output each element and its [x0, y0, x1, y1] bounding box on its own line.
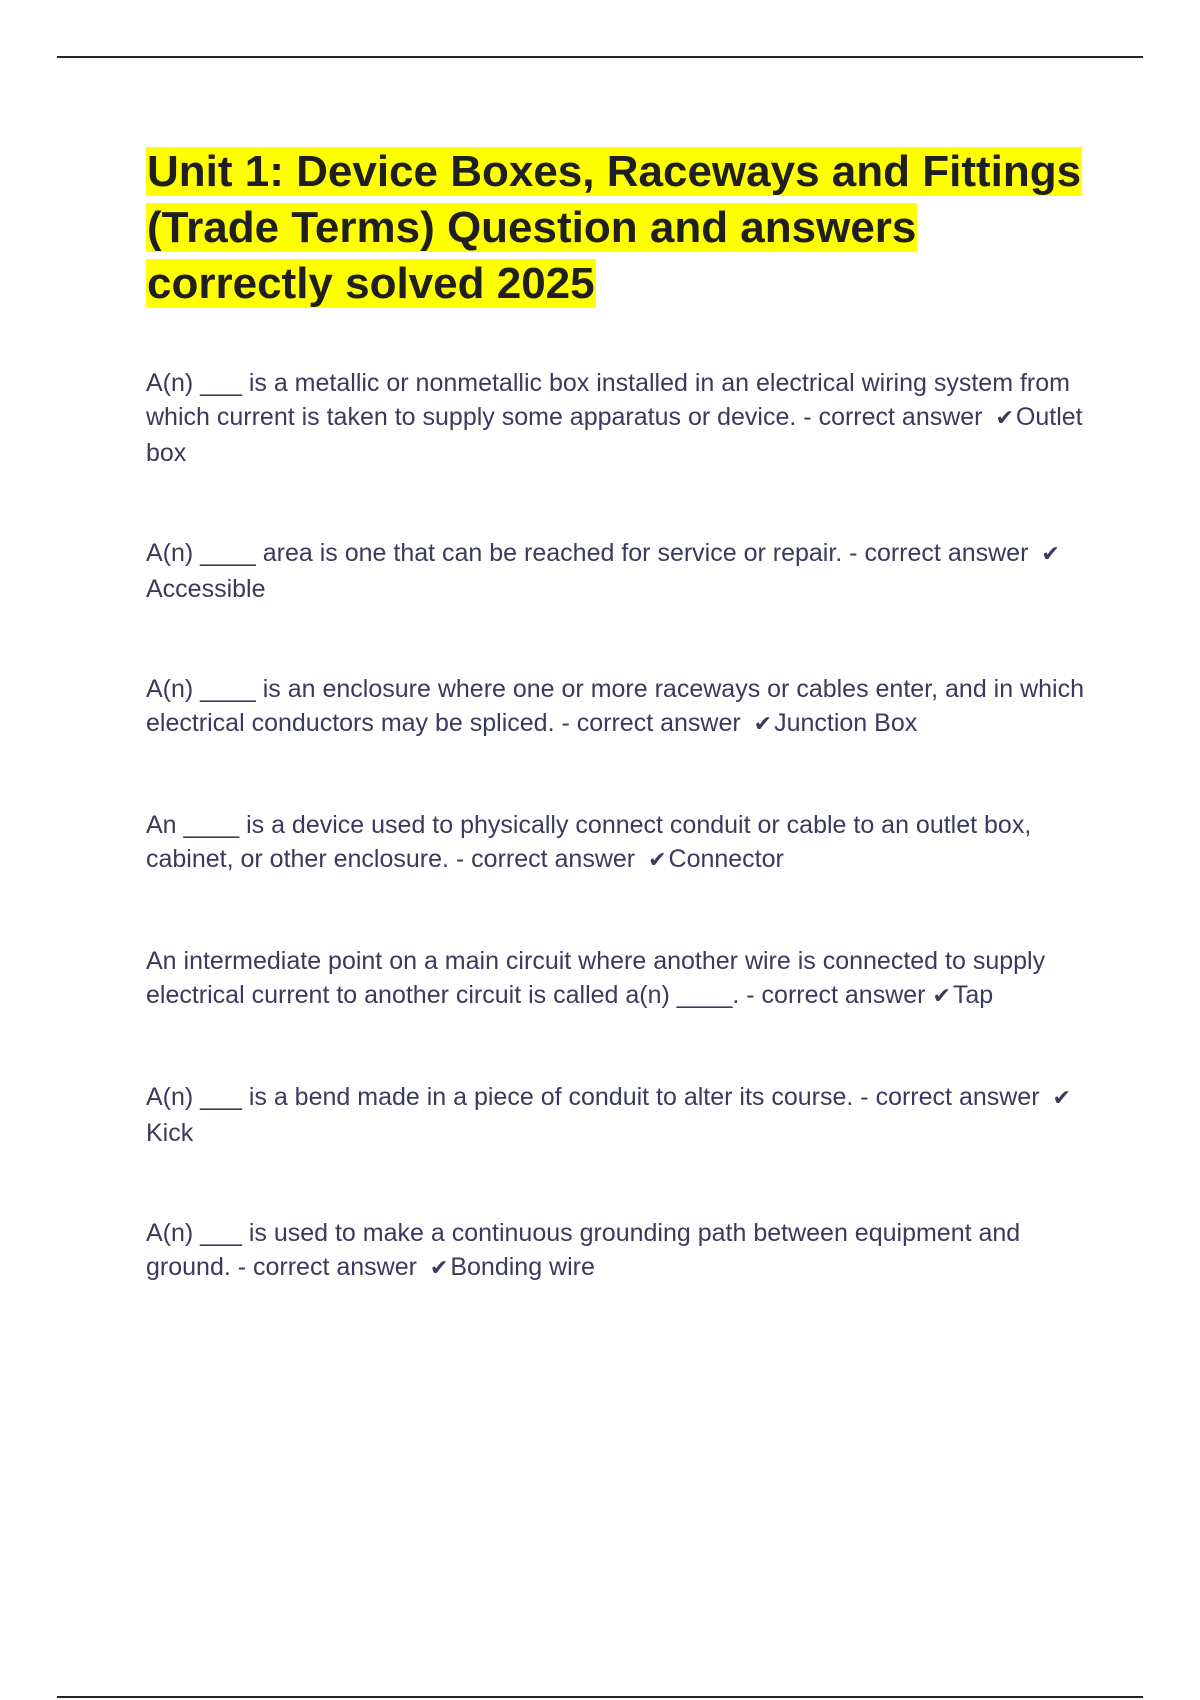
answer-label: answer: [958, 1083, 1040, 1111]
question-text: A(n) ____ is an enclosure where one or more raceways or cables enter, and in which electrical conductors may be spliced. - correct: [146, 675, 1085, 737]
qa-item: [146, 944, 1096, 1014]
answer-label: correct answer: [818, 403, 983, 431]
qa-item: [146, 1080, 1096, 1150]
document-body: [146, 144, 1096, 1286]
answer-text: Outlet box: [146, 403, 1083, 467]
qa-item: [146, 1216, 1096, 1286]
question-text: An intermediate point on a main circuit where another wire is connected to supply electrical current to another circuit is called a(n) ____. - correct: [146, 947, 1046, 1009]
answer-text: Kick: [146, 1119, 194, 1147]
title-highlight: Unit 1: Device Boxes, Raceways and Fittings (Trade Terms) Question and answers correctly solved 2025: [147, 147, 1082, 308]
answer-text: Tap: [952, 981, 994, 1009]
bottom-rule: [57, 1696, 1143, 1698]
check-icon: ✔: [1052, 1086, 1071, 1111]
answer-label: answer: [844, 981, 926, 1009]
check-icon: ✔: [429, 1256, 449, 1281]
answer-label: answer: [554, 845, 636, 873]
check-icon: ✔: [995, 406, 1014, 431]
question-text: An ____ is a device used to physically connect conduit or cable to an outlet box, cabinet, or other enclosure. - correct: [146, 811, 1032, 873]
answer-text: Junction Box: [774, 709, 918, 737]
top-rule: [57, 56, 1143, 58]
question-text: A(n) ___ is a bend made in a piece of conduit to alter its course. - correct: [146, 1083, 952, 1111]
qa-item: [146, 808, 1096, 878]
question-text: A(n) ___ is used to make a continuous grounding path between equipment and ground. - correct: [146, 1219, 1021, 1281]
answer-label: answer: [947, 539, 1029, 567]
check-icon: ✔: [648, 848, 667, 873]
question-text: A(n) ___ is a metallic or nonmetallic box installed in an electrical wiring system from which current is taken to supply some apparatus or device. -: [146, 369, 1070, 431]
qa-item: [146, 672, 1096, 742]
question-text: A(n) ____ area is one that can be reached for service or repair. - correct: [146, 539, 941, 567]
check-icon: ✔: [753, 712, 773, 737]
document-title: [146, 144, 1096, 312]
answer-label: answer: [660, 709, 741, 737]
check-icon: ✔: [932, 984, 951, 1009]
qa-item: [146, 536, 1096, 606]
answer-text: Accessible: [146, 575, 266, 603]
answer-label: answer: [336, 1253, 417, 1281]
check-icon: ✔: [1041, 542, 1060, 567]
answer-text: Bonding wire: [450, 1253, 595, 1281]
qa-item: [146, 366, 1096, 470]
answer-text: Connector: [668, 845, 784, 873]
